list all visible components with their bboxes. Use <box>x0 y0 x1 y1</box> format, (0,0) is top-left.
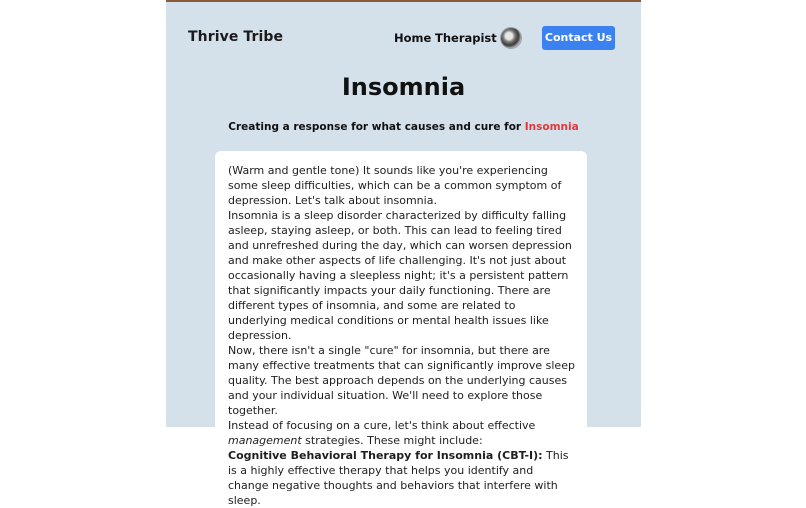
cbti-heading: Cognitive Behavioral Therapy for Insomnia (CBT-I): <box>228 449 543 462</box>
page-subtitle <box>166 121 641 133</box>
page-title: Insomnia <box>341 73 466 101</box>
subtitle-text: Creating a response for what causes and cure for <box>228 121 525 133</box>
subtitle-highlight: Insomnia <box>524 121 579 133</box>
response-paragraph-treatment: Now, there isn't a single "cure" for insomnia, but there are many effective treatments that can significantly improve sleep quality. The best approach depends on the underlying causes and your individual situation. We'll need to explore those together. <box>228 344 575 417</box>
user-avatar[interactable] <box>501 28 521 48</box>
response-paragraph-intro: (Warm and gentle tone) It sounds like you're experiencing some sleep difficulties, which can be a common symptom of depression. Let's talk about insomnia. <box>228 164 562 207</box>
response-card <box>215 151 587 507</box>
response-paragraph-definition: Insomnia is a sleep disorder characterized by difficulty falling asleep, staying asleep, or both. This can lead to feeling tired and unrefreshed during the day, which can worsen depression and make other aspects of life challenging. It's not just about occasionally having a sleepless night; it's a persistent pattern that significantly impacts your daily functioning. There are different types of insomnia, and some are related to underlying medical conditions or mental health issues like depression. <box>228 209 572 342</box>
management-text-before: Instead of focusing on a cure, let's think about effective <box>228 419 536 432</box>
page-panel <box>166 0 641 507</box>
response-paragraph-management <box>228 418 577 448</box>
nav-home-link[interactable]: Home <box>394 31 432 45</box>
contact-us-button[interactable]: Contact Us <box>542 26 615 50</box>
management-emphasis: management <box>228 434 302 447</box>
nav-therapist-link[interactable]: Therapist <box>435 31 497 45</box>
response-paragraph-cbti <box>228 448 577 508</box>
brand-logo-text[interactable]: Thrive Tribe <box>188 29 284 45</box>
management-text-after: strategies. These might include: <box>301 434 483 447</box>
cbti-description: This is a highly effective therapy that helps you identify and change negative thoughts and behaviors that interfere with sleep. <box>228 449 569 507</box>
top-accent-line <box>166 0 641 2</box>
